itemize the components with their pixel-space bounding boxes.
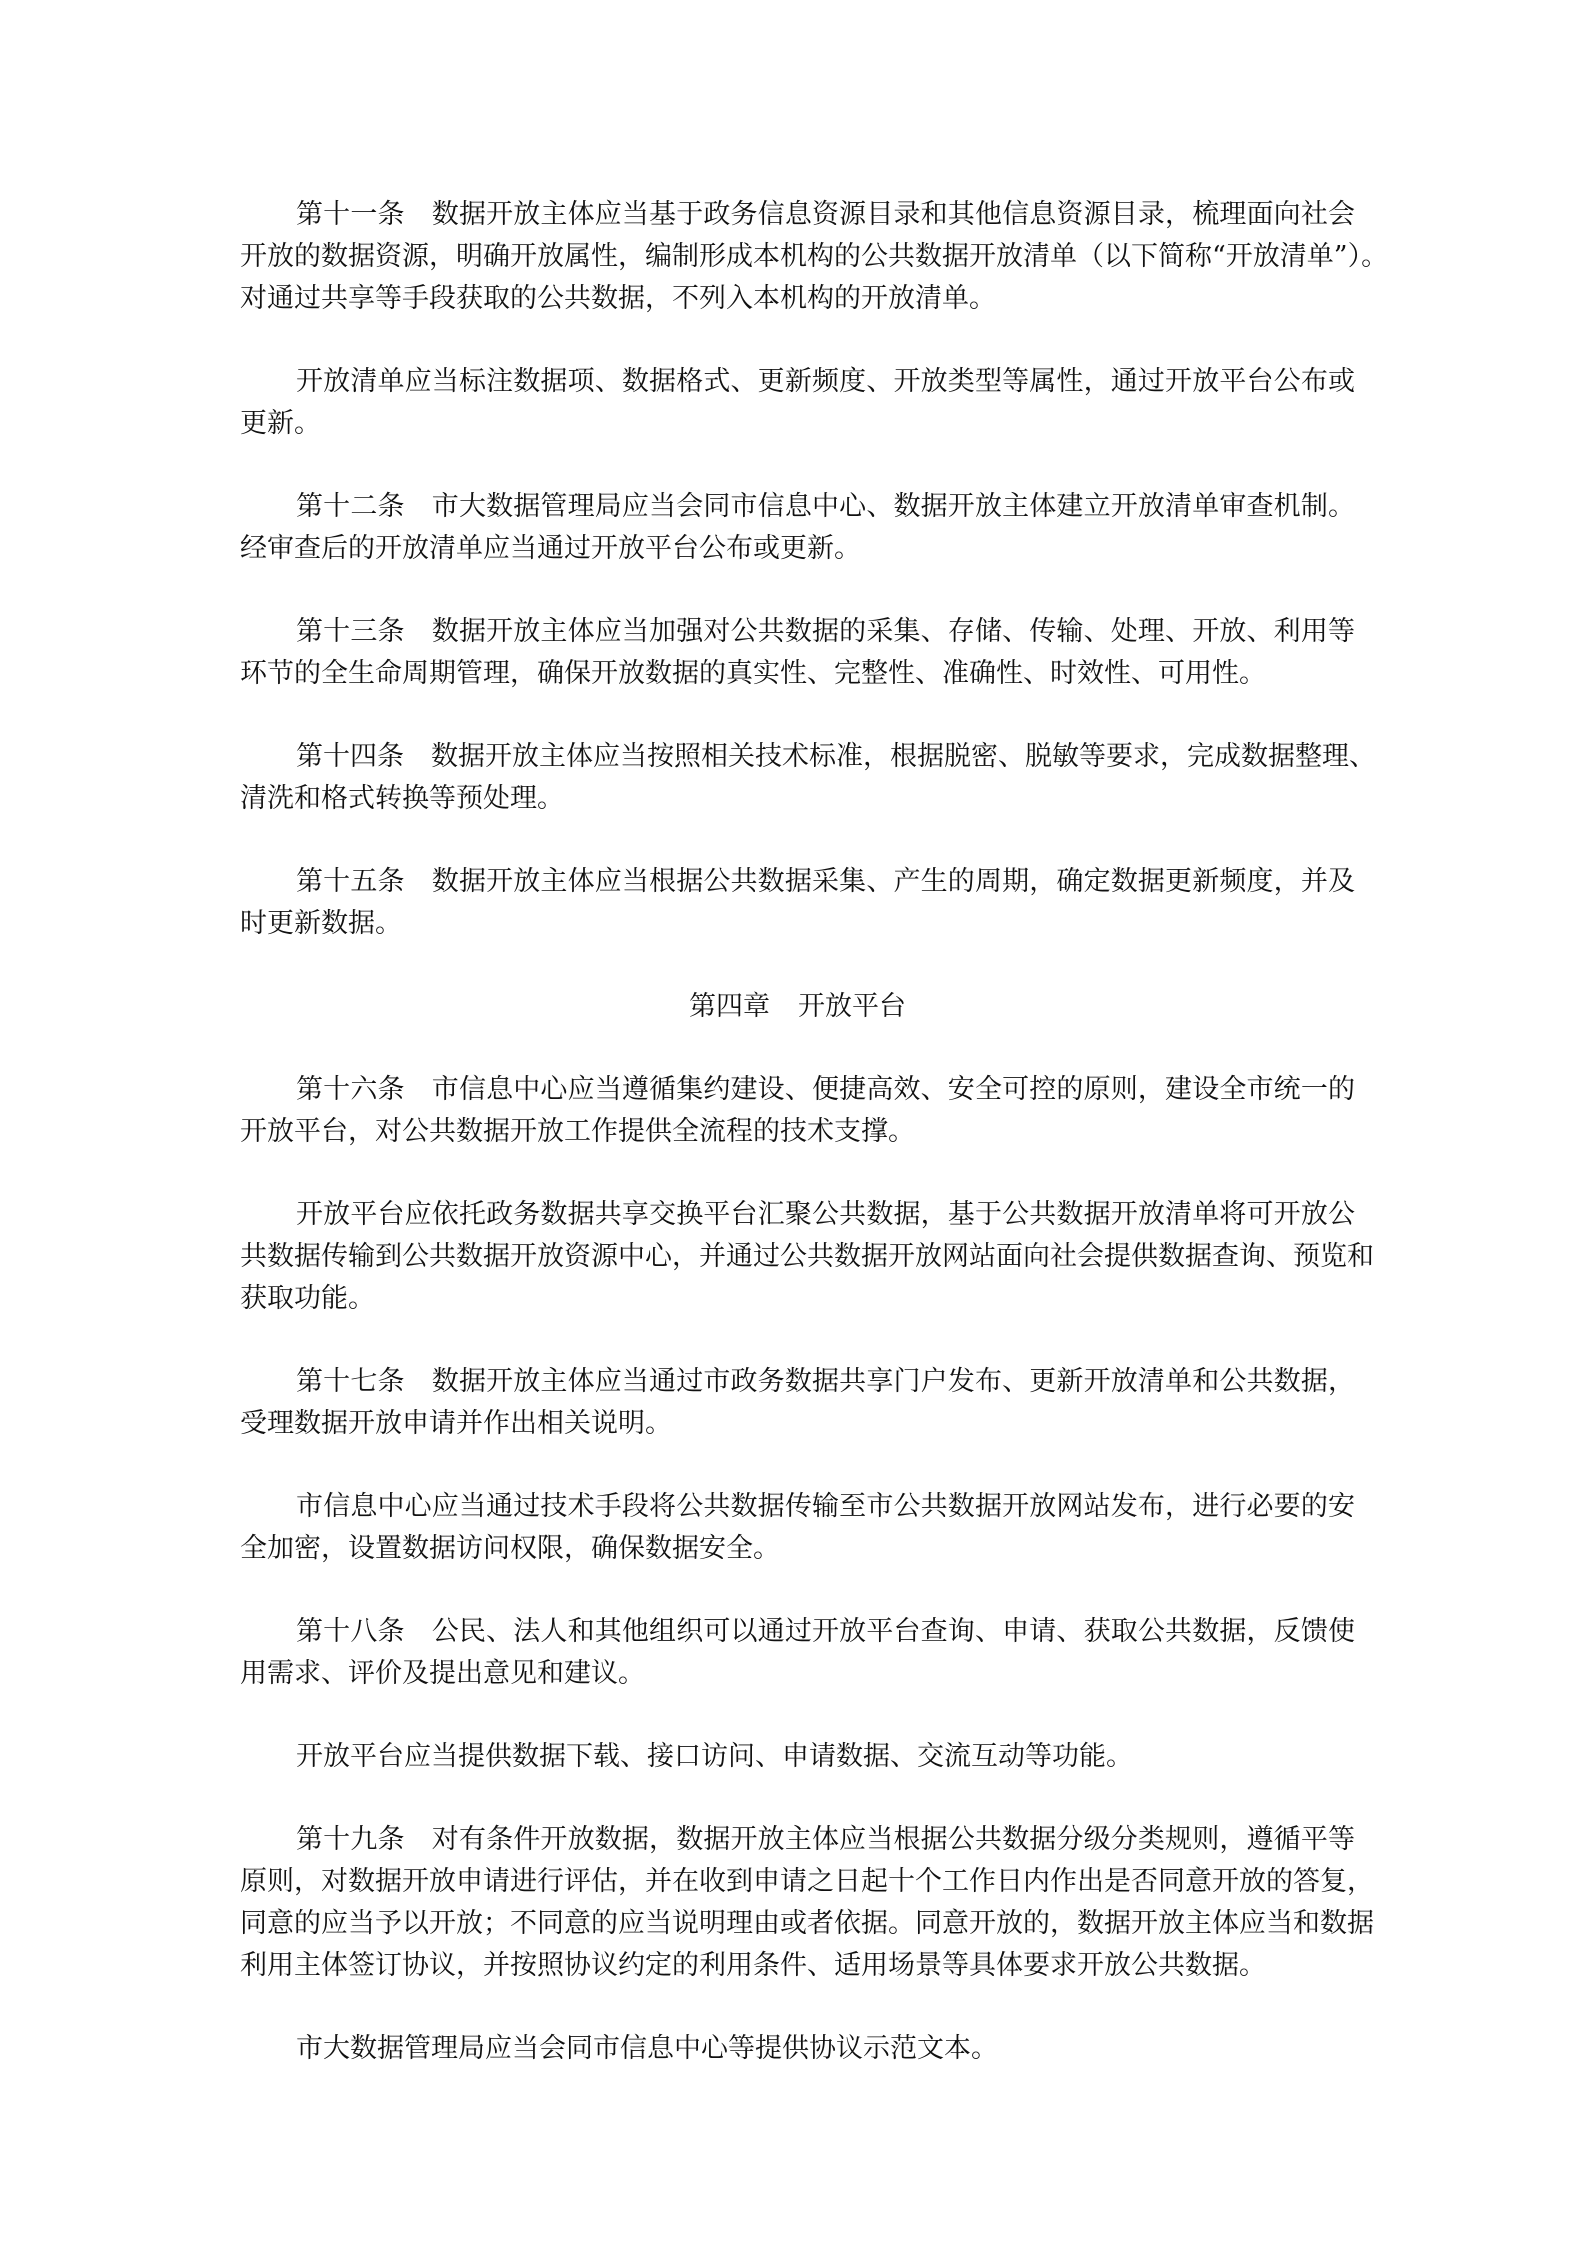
text-line: 第十六条 市信息中心应当遵循集约建设、便捷高效、安全可控的原则，建设全市统一的 — [296, 1074, 1355, 1105]
text-line: 第十四条 数据开放主体应当按照相关技术标准，根据脱密、脱敏等要求，完成数据整理、 — [296, 741, 1376, 772]
paragraph — [240, 361, 1355, 445]
paragraph — [240, 194, 1389, 320]
text-line: 市大数据管理局应当会同市信息中心等提供协议示范文本。 — [296, 2033, 998, 2064]
paragraph — [240, 1194, 1374, 1320]
text-line: 获取功能。 — [240, 1283, 375, 1314]
text-line: 受理数据开放申请并作出相关说明。 — [240, 1408, 672, 1439]
text-line: 开放平台应当提供数据下载、接口访问、申请数据、交流互动等功能。 — [296, 1741, 1133, 1772]
text-line: 环节的全生命周期管理，确保开放数据的真实性、完整性、准确性、时效性、可用性。 — [240, 658, 1266, 689]
text-line: 用需求、评价及提出意见和建议。 — [240, 1658, 645, 1689]
text-line: 第十八条 公民、法人和其他组织可以通过开放平台查询、申请、获取公共数据，反馈使 — [296, 1616, 1355, 1647]
chapter-number: 第四章 — [689, 991, 770, 1022]
articles-chapter-4 — [240, 1069, 1374, 2070]
text-line: 更新。 — [240, 408, 321, 439]
text-line: 开放的数据资源，明确开放属性，编制形成本机构的公共数据开放清单（以下简称“开放清单”）。 — [240, 241, 1389, 272]
text-line: 第十五条 数据开放主体应当根据公共数据采集、产生的周期，确定数据更新频度，并及 — [296, 866, 1355, 897]
articles-chapter-3 — [240, 194, 1389, 945]
text-line: 共数据传输到公共数据开放资源中心，并通过公共数据开放网站面向社会提供数据查询、预览和 — [240, 1241, 1374, 1272]
chapter-heading — [240, 986, 1355, 1028]
text-line: 原则，对数据开放申请进行评估，并在收到申请之日起十个工作日内作出是否同意开放的答复， — [240, 1866, 1374, 1897]
text-line: 市信息中心应当通过技术手段将公共数据传输至市公共数据开放网站发布，进行必要的安 — [296, 1491, 1355, 1522]
text-line: 同意的应当予以开放；不同意的应当说明理由或者依据。同意开放的，数据开放主体应当和数据 — [240, 1908, 1374, 1939]
text-line: 利用主体签订协议，并按照协议约定的利用条件、适用场景等具体要求开放公共数据。 — [240, 1950, 1266, 1981]
text-line: 开放平台，对公共数据开放工作提供全流程的技术支撑。 — [240, 1116, 915, 1147]
paragraph — [240, 1361, 1355, 1445]
text-line: 时更新数据。 — [240, 908, 402, 939]
text-line: 第十九条 对有条件开放数据，数据开放主体应当根据公共数据分级分类规则，遵循平等 — [296, 1824, 1355, 1855]
document-body — [240, 194, 1389, 2111]
paragraph — [240, 1069, 1355, 1153]
chapter-title: 开放平台 — [798, 991, 906, 1022]
text-line: 清洗和格式转换等预处理。 — [240, 783, 564, 814]
text-line: 第十二条 市大数据管理局应当会同市信息中心、数据开放主体建立开放清单审查机制。 — [296, 491, 1355, 522]
paragraph — [240, 736, 1376, 820]
text-line: 第十七条 数据开放主体应当通过市政务数据共享门户发布、更新开放清单和公共数据， — [296, 1366, 1355, 1397]
text-line: 开放清单应当标注数据项、数据格式、更新频度、开放类型等属性，通过开放平台公布或 — [296, 366, 1355, 397]
text-line: 对通过共享等手段获取的公共数据，不列入本机构的开放清单。 — [240, 283, 996, 314]
text-line: 开放平台应依托政务数据共享交换平台汇聚公共数据，基于公共数据开放清单将可开放公 — [296, 1199, 1355, 1230]
text-line: 第十一条 数据开放主体应当基于政务信息资源目录和其他信息资源目录，梳理面向社会 — [296, 199, 1355, 230]
paragraph — [240, 611, 1355, 695]
paragraph — [240, 1736, 1355, 1778]
text-line: 全加密，设置数据访问权限，确保数据安全。 — [240, 1533, 780, 1564]
paragraph — [240, 1611, 1355, 1695]
text-line: 第十三条 数据开放主体应当加强对公共数据的采集、存储、传输、处理、开放、利用等 — [296, 616, 1355, 647]
paragraph — [240, 2028, 1355, 2070]
paragraph — [240, 1486, 1355, 1570]
paragraph — [240, 1819, 1374, 1987]
paragraph — [240, 861, 1355, 945]
paragraph — [240, 486, 1355, 570]
text-line: 经审查后的开放清单应当通过开放平台公布或更新。 — [240, 533, 861, 564]
